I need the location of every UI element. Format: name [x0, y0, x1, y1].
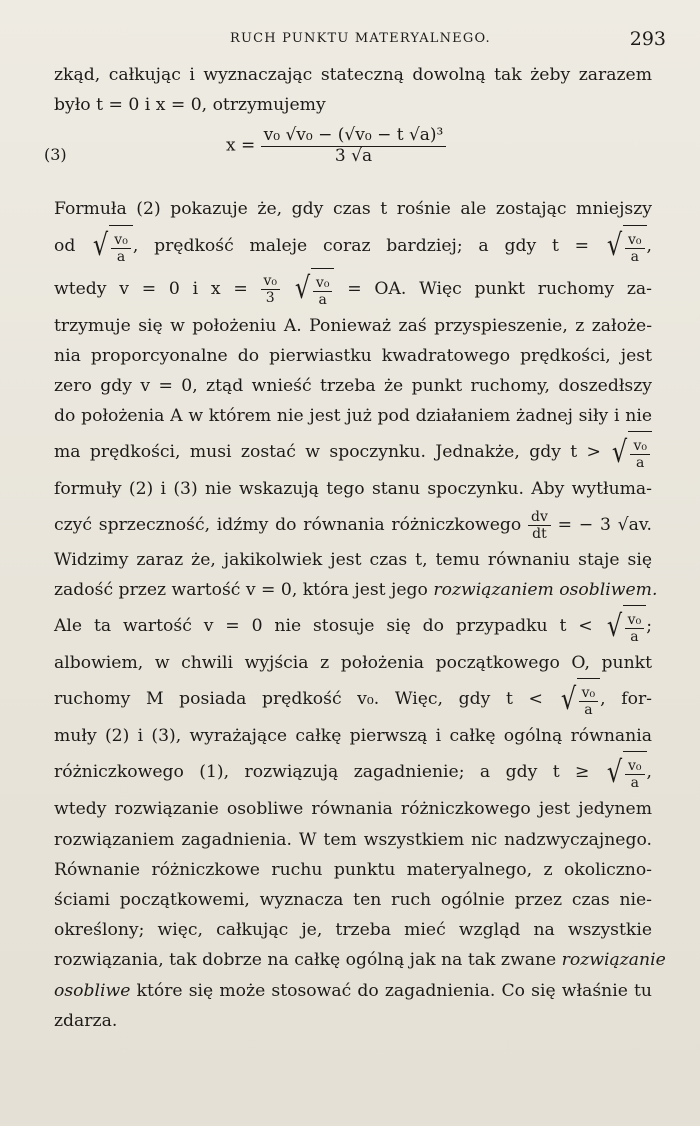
- numerator: dv: [528, 509, 551, 526]
- text-line: muły (2) i (3), wyrażające całkę pierwszą i całkę ogólną równania: [54, 726, 652, 747]
- text-line: nia proporcyonalne do pierwiastku kwadratowego prędkości, jest: [54, 345, 652, 366]
- numerator: v₀: [313, 275, 333, 292]
- sqrt-expression: √ $\frac{\text{v₀}}{a}$: [605, 225, 647, 268]
- text-line: zero gdy v = 0, ztąd wnieść trzeba że punkt ruchomy, doszedłszy: [54, 376, 652, 397]
- numerator: v₀: [261, 273, 281, 290]
- text-fragment: rozwiązania, tak dobrze na całkę ogólną jak na tak zwane: [54, 950, 557, 971]
- text-fragment: = − 3 √av.: [557, 514, 653, 535]
- text-line: Równanie różniczkowe ruchu punktu materyalnego, z okoliczno-: [54, 859, 652, 880]
- numerator: v₀: [111, 232, 131, 249]
- text-line: [54, 268, 652, 311]
- text-line: [54, 225, 652, 268]
- denominator: a: [630, 629, 639, 646]
- text-fragment: , prędkość maleje coraz bardziej; a gdy t =: [132, 235, 590, 256]
- text-fragment: ruchomy M posiada prędkość v₀. Więc, gdy t <: [54, 689, 543, 710]
- running-head: RUCH PUNKTU MATERYALNEGO.: [230, 31, 491, 46]
- denominator: a: [318, 291, 327, 308]
- sqrt-expression: √ $\frac{\text{v₀}}{a}$: [610, 431, 652, 474]
- text-line: [54, 505, 652, 545]
- sqrt-expression: √ $\frac{\text{v₀}}{a}$: [605, 751, 647, 794]
- numerator: v₀: [579, 685, 599, 702]
- denominator: dt: [532, 525, 547, 542]
- equation-3: [44, 124, 652, 188]
- text-fragment: ma prędkości, musi zostać w spoczynku. Jednakże, gdy t >: [54, 442, 601, 463]
- text-line: ściami początkowemi, wyznacza ten ruch ogólnie przez czas nie-: [54, 890, 652, 911]
- sqrt-expression: √ $\frac{\text{v₀}}{a}$: [559, 678, 601, 721]
- text-line: [54, 945, 666, 975]
- page-header: [0, 28, 700, 50]
- denominator: a: [116, 248, 126, 265]
- text-line: trzymuje się w położeniu A. Ponieważ zaś przyspieszenie, z założe-: [54, 315, 652, 336]
- italic-term: rozwiązanie: [561, 950, 666, 971]
- equation-numerator: v₀ √v₀ − (√v₀ − t √a)³: [261, 126, 447, 147]
- text-line: [54, 575, 658, 605]
- text-line: rozwiązaniem zagadnienia. W tem wszystkiem nic nadzwyczajnego.: [54, 829, 652, 850]
- equation-denominator: 3 √a: [334, 145, 373, 166]
- fraction: [261, 273, 281, 306]
- text-fragment: czyć sprzeczność, idźmy do równania różniczkowego: [54, 514, 522, 535]
- text-fragment: od: [54, 235, 76, 256]
- text-fragment: zadość przez wartość v = 0, która jest jego: [54, 579, 428, 600]
- text-line: określony; więc, całkując je, trzeba mieć wzgląd na wszystkie: [54, 920, 652, 941]
- equation-body: [226, 126, 446, 166]
- text-fragment: ,: [646, 235, 653, 256]
- body-text: [44, 60, 666, 1036]
- text-line: było t = 0 i x = 0, otrzymujemy: [54, 95, 326, 116]
- numerator: v₀: [625, 232, 645, 249]
- text-fragment: , for-: [600, 689, 652, 710]
- numerator: v₀: [625, 612, 645, 629]
- text-line: albowiem, w chwili wyjścia z położenia początkowego O, punkt: [54, 653, 652, 674]
- text-line: zdarza.: [54, 1010, 118, 1031]
- text-line: formuły (2) i (3) nie wskazują tego stanu spoczynku. Aby wytłuma-: [54, 479, 652, 500]
- text-fragment: ;: [646, 616, 652, 637]
- text-line: [54, 976, 652, 1006]
- italic-term: rozwiązaniem osobliwem.: [433, 579, 658, 600]
- text-line: [54, 678, 652, 721]
- derivative-fraction: [528, 509, 551, 542]
- text-line: zkąd, całkując i wyznaczając stateczną dowolną tak żeby zarazem: [54, 65, 652, 85]
- text-line: do położenia A w którem nie jest już pod działaniem żadnej siły i nie: [54, 406, 652, 427]
- text-line: Widzimy zaraz że, jakikolwiek jest czas t, temu równaniu staje się: [54, 549, 652, 570]
- numerator: v₀: [630, 438, 650, 455]
- equation-lhs: x =: [226, 135, 256, 156]
- text-fragment: ,: [646, 762, 652, 783]
- text-line: [54, 431, 652, 474]
- numerator: v₀: [625, 758, 645, 775]
- italic-term: osobliwe: [54, 980, 131, 1001]
- sqrt-expression: √ $\frac{\text{v₀}}{a}$: [605, 605, 647, 648]
- page-number: 293: [629, 28, 666, 50]
- text-line: [54, 751, 652, 794]
- text-line: [54, 605, 652, 648]
- sqrt-expression: √ $\frac{\text{v₀}}{a}$: [91, 225, 133, 268]
- denominator: a: [630, 775, 639, 792]
- denominator: a: [630, 248, 639, 265]
- text-fragment: Ale ta wartość v = 0 nie stosuje się do przypadku t <: [54, 616, 593, 637]
- denominator: a: [584, 702, 593, 719]
- text-fragment: które się może stosować do zagadnienia. Co się właśnie tu: [136, 980, 652, 1001]
- equation-fraction: [261, 126, 447, 166]
- denominator: 3: [265, 289, 275, 306]
- text-fragment: różniczkowego (1), rozwiązują zagadnienie; a gdy t ≥: [54, 762, 590, 783]
- text-fragment: wtedy v = 0 i x =: [54, 278, 248, 299]
- text-fragment: = OA. Więc punkt ruchomy za-: [347, 278, 652, 299]
- denominator: a: [636, 455, 645, 472]
- text-line: Formuła (2) pokazuje że, gdy czas t rośnie ale zostając mniejszy: [54, 199, 652, 220]
- sqrt-expression: √ $\frac{\text{v₀}}{a}$: [293, 268, 335, 311]
- equation-label: (3): [44, 145, 67, 165]
- text-line: wtedy rozwiązanie osobliwe równania różniczkowego jest jedynem: [54, 799, 652, 820]
